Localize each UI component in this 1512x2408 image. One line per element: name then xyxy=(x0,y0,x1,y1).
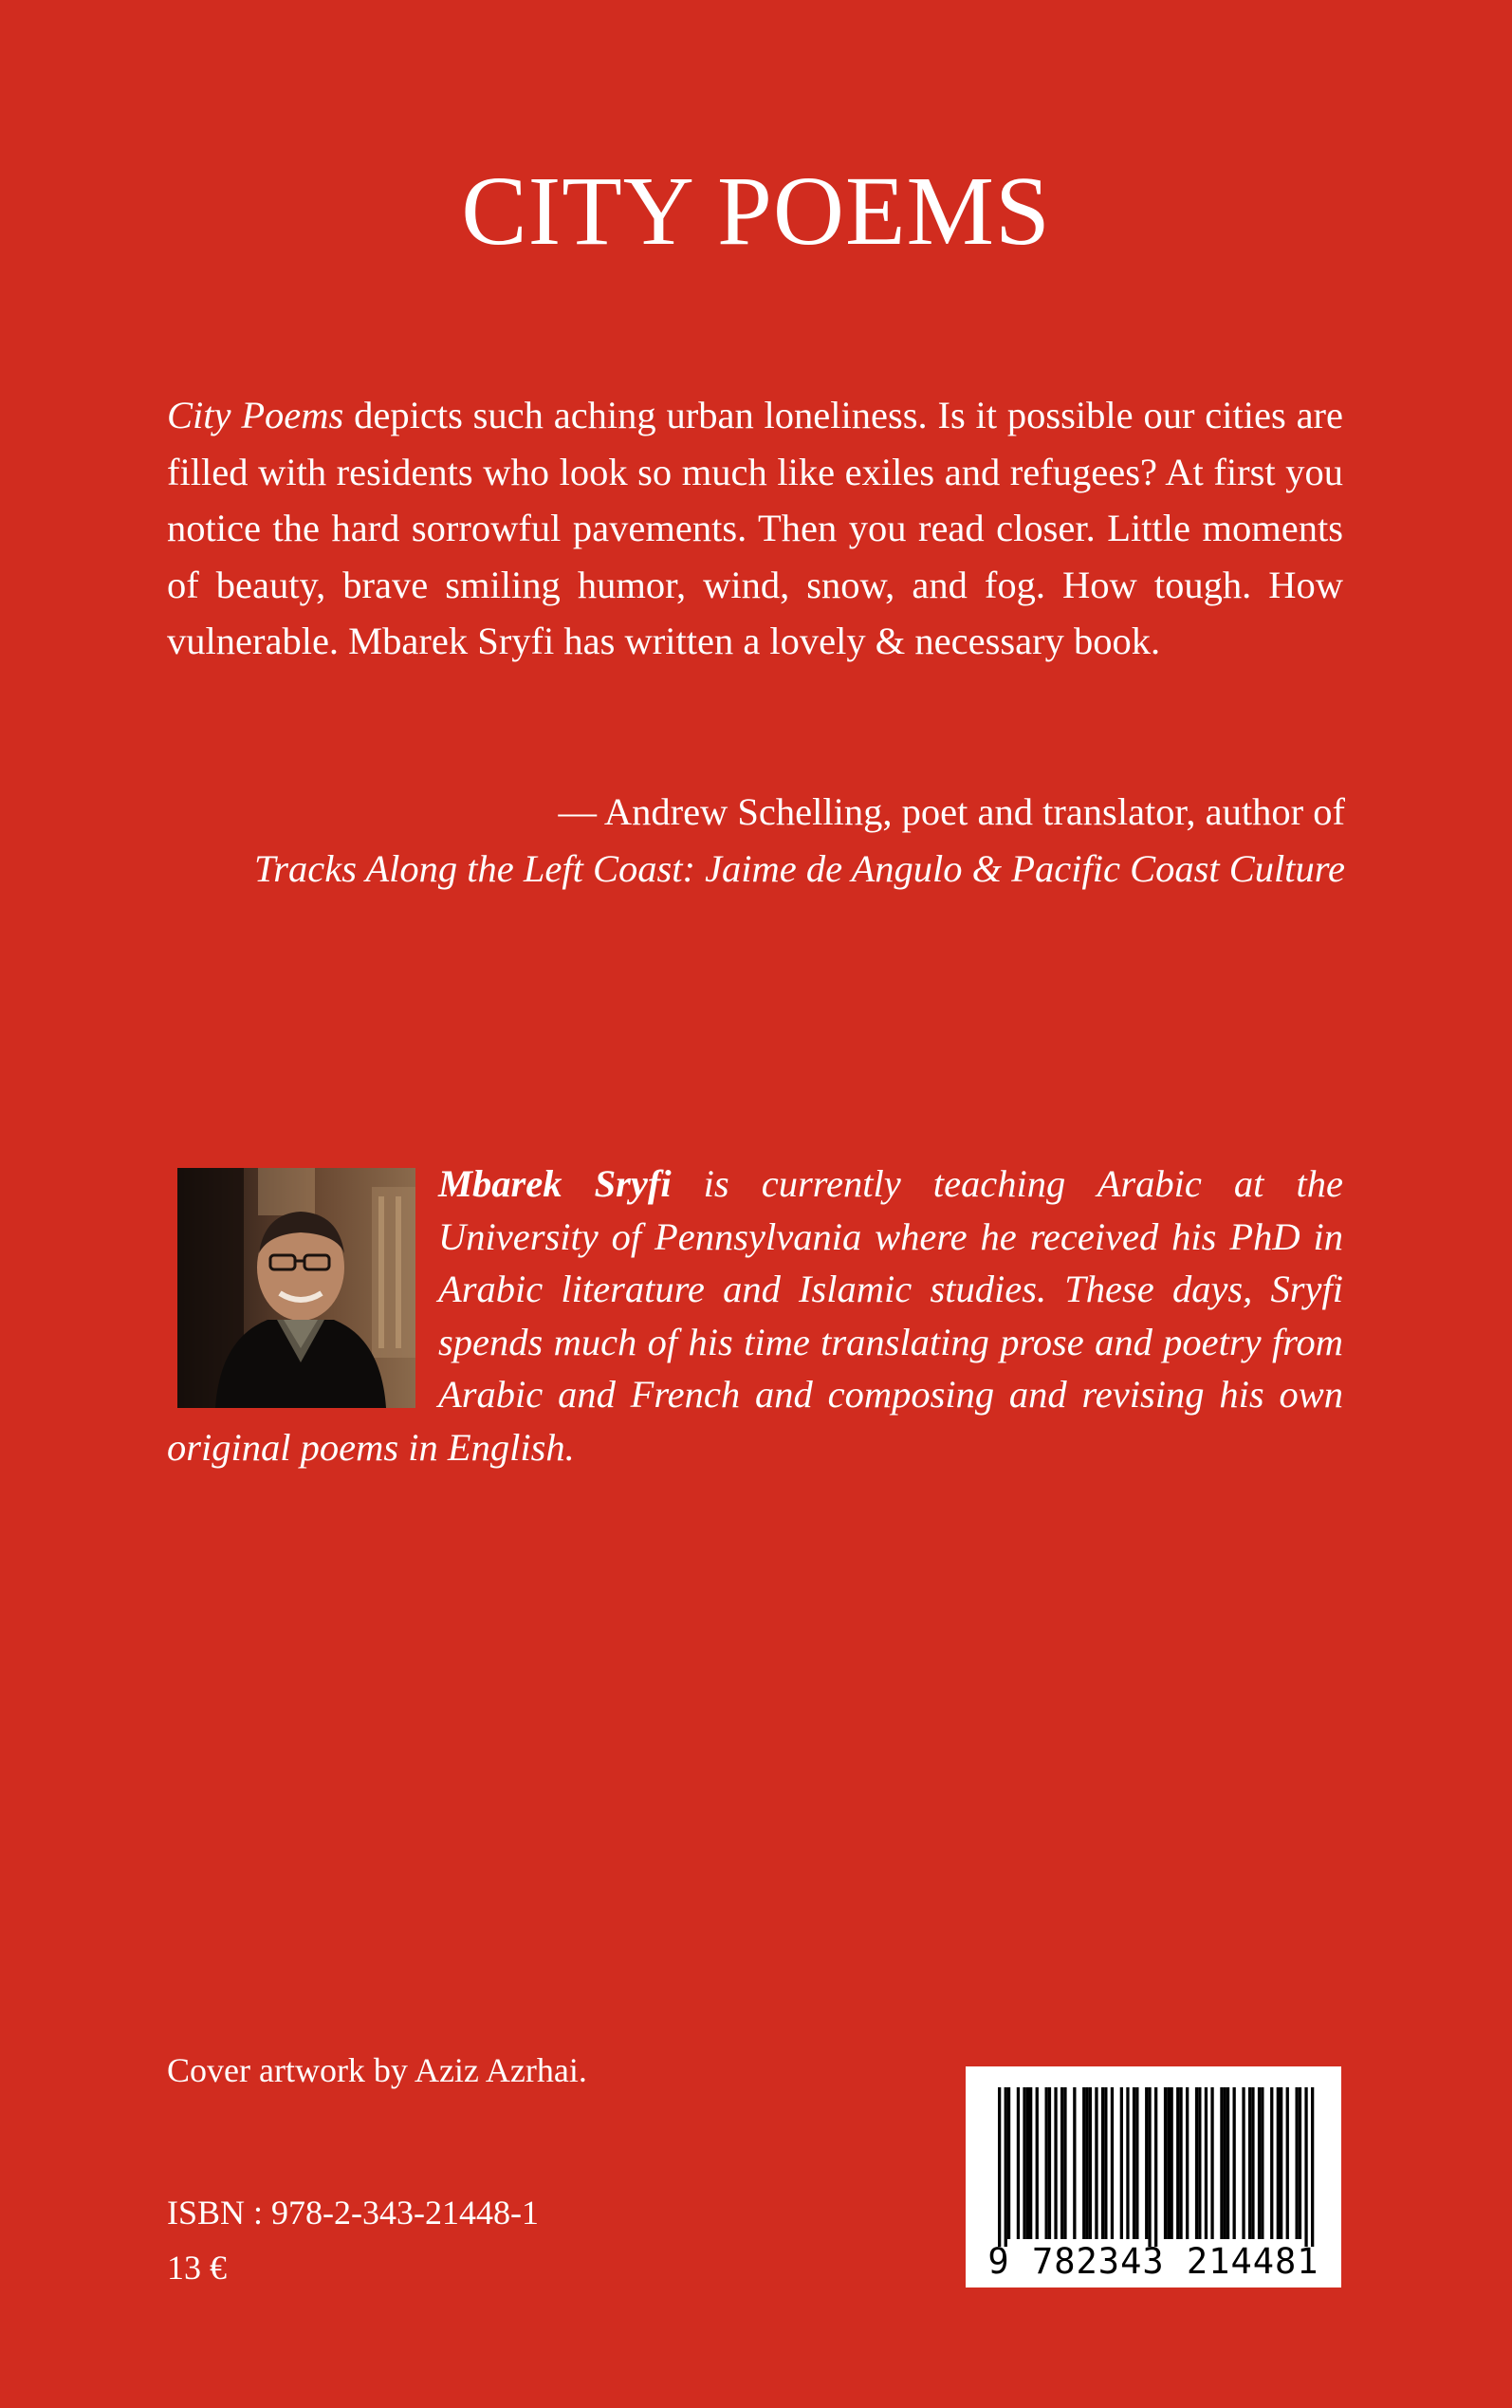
barcode-bar xyxy=(1251,2087,1254,2239)
price: 13 € xyxy=(167,2249,227,2287)
barcode-bar xyxy=(1148,2087,1151,2247)
barcode-bar xyxy=(1089,2087,1092,2239)
barcode-bar xyxy=(1026,2087,1029,2239)
barcode-bar xyxy=(1060,2087,1063,2239)
barcode-bar xyxy=(1023,2087,1025,2239)
barcode-bar xyxy=(1198,2087,1201,2239)
barcode-bar xyxy=(1036,2087,1039,2239)
barcode-bar xyxy=(1101,2087,1104,2239)
book-title: CITY POEMS xyxy=(461,157,1051,266)
barcode-bar xyxy=(1111,2087,1114,2239)
review-blurb xyxy=(167,387,1343,670)
barcode-bar xyxy=(1286,2087,1289,2239)
barcode-bar xyxy=(1126,2087,1129,2239)
barcode-bar xyxy=(1270,2087,1273,2239)
barcode xyxy=(966,2066,1341,2288)
barcode-digits: 9 782343 214481 xyxy=(987,2241,1319,2282)
barcode-bar xyxy=(1304,2087,1307,2247)
cover-credit: Cover artwork by Aziz Azrhai. xyxy=(167,2051,587,2089)
barcode-bar xyxy=(1045,2087,1048,2239)
barcode-bar xyxy=(1186,2087,1189,2239)
barcode-bar xyxy=(1085,2087,1088,2239)
blurb-text: depicts such aching urban loneliness. Is it possible our cities are filled with residents who look so much like exiles and refugees? At first you notice the hard sorrowful pavements. Then you read closer. Little moments of beauty, brave smiling humor, wind, snow, and fog. How tough. How vulnerable. Mbarek Sryfi has written a lovely & necessary book. xyxy=(167,394,1344,662)
barcode-bar xyxy=(1164,2087,1167,2239)
author-name: Mbarek Sryfi xyxy=(438,1162,672,1205)
barcode-bar xyxy=(1133,2087,1135,2239)
barcode-bar xyxy=(1248,2087,1251,2239)
barcode-bar xyxy=(1258,2087,1261,2239)
barcode-bar xyxy=(1179,2087,1182,2239)
barcode-bar xyxy=(1063,2087,1066,2239)
attribution-work-title: Tracks Along the Left Coast: Jaime de Angulo & Pacific Coast Culture xyxy=(253,846,1345,890)
barcode-bar xyxy=(1277,2087,1280,2239)
barcode-bar xyxy=(1299,2087,1301,2239)
review-attribution xyxy=(169,784,1345,897)
barcode-bar xyxy=(1220,2087,1223,2239)
barcode-bar xyxy=(1224,2087,1226,2239)
barcode-bar xyxy=(1171,2087,1173,2239)
barcode-bar xyxy=(1296,2087,1299,2239)
barcode-bar xyxy=(1073,2087,1076,2239)
barcode-bar xyxy=(1082,2087,1085,2239)
barcode-bar xyxy=(1210,2087,1213,2239)
barcode-bar xyxy=(1176,2087,1179,2239)
blurb-book-title: City Poems xyxy=(167,394,344,436)
barcode-bar xyxy=(1280,2087,1282,2239)
barcode-bar xyxy=(1135,2087,1138,2239)
barcode-bar xyxy=(1205,2087,1208,2239)
author-bio xyxy=(167,1158,1343,1473)
author-bio-text: is currently teaching Arabic at the University of Pennsylvania where he received his PhD in Arabic literature and Islamic studies. These days, Sryfi spends much of his time translating prose and poetry from Arabic and French and composing and revising his own original poems in English. xyxy=(167,1162,1343,1469)
barcode-bar xyxy=(1311,2087,1314,2247)
barcode-bar xyxy=(1233,2087,1236,2239)
attribution-line: — Andrew Schelling, poet and translator, author of xyxy=(558,790,1345,833)
barcode-bar xyxy=(998,2087,1001,2247)
barcode-bar xyxy=(1095,2087,1097,2239)
barcode-bar xyxy=(1048,2087,1051,2239)
barcode-bar xyxy=(1120,2087,1123,2239)
barcode-bar xyxy=(1145,2087,1148,2239)
barcode-bar xyxy=(1005,2087,1007,2247)
barcode-bar xyxy=(1167,2087,1170,2239)
barcode-bar xyxy=(1054,2087,1057,2239)
barcode-bar xyxy=(1029,2087,1032,2239)
barcode-bar xyxy=(1154,2087,1157,2247)
barcode-bar xyxy=(1261,2087,1263,2239)
barcode-bar xyxy=(1195,2087,1198,2239)
barcode-bar xyxy=(1007,2087,1010,2239)
barcode-bar xyxy=(1104,2087,1107,2239)
barcode-bar xyxy=(1017,2087,1020,2239)
barcode-bar xyxy=(1242,2087,1245,2239)
barcode-bar xyxy=(1226,2087,1229,2239)
isbn: ISBN : 978-2-343-21448-1 xyxy=(167,2194,539,2232)
